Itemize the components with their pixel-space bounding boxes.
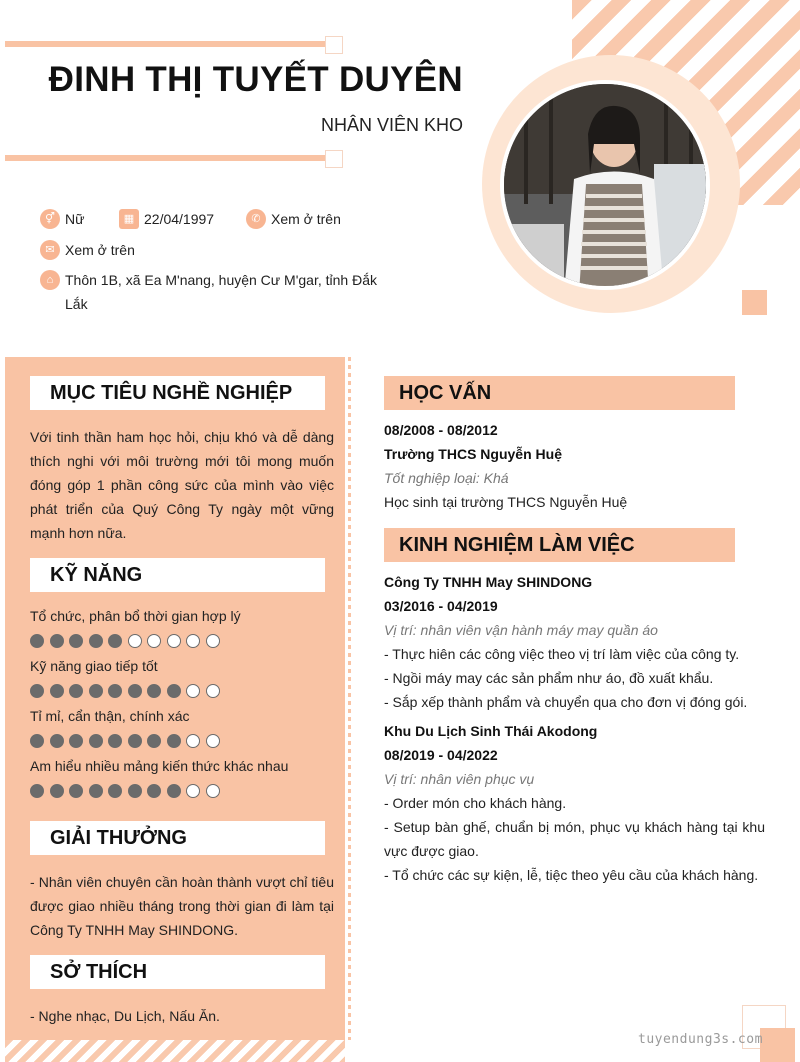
- experience-heading: KINH NGHIỆM LÀM VIỆC: [384, 528, 735, 562]
- gender-icon: ⚥: [40, 209, 60, 229]
- gender-value: Nữ: [65, 211, 85, 227]
- rating-dot-filled: [89, 784, 103, 798]
- education-heading: HỌC VẤN: [384, 376, 735, 410]
- job-1-position: Vị trí: nhân viên vận hành máy may quần áo: [384, 622, 658, 638]
- job-1-company: Công Ty TNHH May SHINDONG: [384, 574, 593, 590]
- rating-dot-filled: [147, 684, 161, 698]
- skill-rating: [30, 734, 225, 748]
- rating-dot-empty: [186, 634, 200, 648]
- job-1-duty: - Ngồi máy may các sản phẩm như áo, đồ xuất khẩu.: [384, 670, 714, 686]
- header-line-bottom: [5, 155, 325, 161]
- rating-dot-filled: [167, 684, 181, 698]
- rating-dot-empty: [206, 634, 220, 648]
- rating-dot-filled: [89, 634, 103, 648]
- skills-heading: KỸ NĂNG: [30, 558, 325, 592]
- rating-dot-filled: [50, 784, 64, 798]
- calendar-icon: ▦: [119, 209, 139, 229]
- rating-dot-filled: [30, 684, 44, 698]
- rating-dot-filled: [147, 734, 161, 748]
- decorative-square: [742, 290, 767, 315]
- corner-filled-box: [760, 1028, 795, 1062]
- profile-photo-illustration: [504, 84, 710, 290]
- rating-dot-empty: [206, 684, 220, 698]
- job-2-duty: - Setup bàn ghế, chuẩn bị món, phục vụ khách hàng tại khu vực được giao.: [384, 819, 765, 859]
- phone-value: Xem ở trên: [271, 211, 341, 227]
- objective-heading: MỤC TIÊU NGHỀ NGHIỆP: [30, 376, 325, 410]
- hobbies-heading: SỞ THÍCH: [30, 955, 325, 989]
- objective-text: Với tinh thần ham học hỏi, chịu khó và dễ dàng thích nghi với môi trường mới tôi mong muốn đóng góp 1 phần công sức của mình vào việc phát triển của Quý Công Ty ngày một vững mạnh hơn nữa.: [30, 429, 334, 541]
- rating-dot-empty: [206, 734, 220, 748]
- awards-heading: GIẢI THƯỞNG: [30, 821, 325, 855]
- rating-dot-filled: [89, 734, 103, 748]
- address-value: Thôn 1B, xã Ea M'nang, huyện Cư M'gar, tỉnh Đắk Lắk: [65, 272, 377, 312]
- rating-dot-filled: [128, 784, 142, 798]
- education-period: 08/2008 - 08/2012: [384, 422, 498, 438]
- email-value: Xem ở trên: [65, 242, 135, 258]
- rating-dot-empty: [186, 684, 200, 698]
- rating-dot-filled: [69, 634, 83, 648]
- skill-name: Am hiểu nhiều mảng kiến thức khác nhau: [30, 758, 289, 774]
- awards-text: - Nhân viên chuyên cần hoàn thành vượt chỉ tiêu được giao nhiều tháng trong thời gian đi làm tại Công Ty TNHH May SHINDONG.: [30, 874, 334, 938]
- hobbies-text: - Nghe nhạc, Du Lịch, Nấu Ăn.: [30, 1008, 220, 1024]
- header-line-top: [5, 41, 325, 47]
- job-2-duty: - Tổ chức các sự kiện, lễ, tiệc theo yêu cầu của khách hàng.: [384, 867, 759, 883]
- skill-rating: [30, 684, 225, 698]
- education-description: Học sinh tại trường THCS Nguyễn Huệ: [384, 494, 628, 510]
- rating-dot-filled: [50, 634, 64, 648]
- rating-dot-filled: [128, 734, 142, 748]
- education-grade: Tốt nghiệp loại: Khá: [384, 470, 509, 486]
- bottom-stripes: [5, 1040, 345, 1062]
- rating-dot-empty: [206, 784, 220, 798]
- rating-dot-filled: [69, 734, 83, 748]
- job-2-duty: - Order món cho khách hàng.: [384, 795, 567, 811]
- job-2-position: Vị trí: nhân viên phục vụ: [384, 771, 535, 787]
- skill-rating: [30, 784, 225, 798]
- job-2-company: Khu Du Lịch Sinh Thái Akodong: [384, 723, 598, 739]
- rating-dot-empty: [147, 634, 161, 648]
- rating-dot-filled: [69, 684, 83, 698]
- rating-dot-filled: [108, 734, 122, 748]
- rating-dot-filled: [50, 684, 64, 698]
- rating-dot-filled: [69, 784, 83, 798]
- skill-name: Tỉ mỉ, cẩn thận, chính xác: [30, 708, 190, 724]
- birthday-value: 22/04/1997: [144, 211, 215, 227]
- rating-dot-filled: [89, 684, 103, 698]
- rating-dot-filled: [128, 684, 142, 698]
- rating-dot-filled: [50, 734, 64, 748]
- rating-dot-filled: [30, 734, 44, 748]
- skill-rating: [30, 634, 225, 648]
- skill-name: Kỹ năng giao tiếp tốt: [30, 658, 158, 674]
- watermark: tuyendung3s.com: [638, 1032, 763, 1047]
- profile-photo: [500, 80, 710, 290]
- education-school: Trường THCS Nguyễn Huệ: [384, 446, 562, 462]
- job-1-duty: - Thực hiên các công việc theo vị trí làm việc của công ty.: [384, 646, 740, 662]
- rating-dot-filled: [147, 784, 161, 798]
- rating-dot-empty: [186, 734, 200, 748]
- job-1-duty: - Sắp xếp thành phẩm và chuyển qua cho đơn vị đóng gói.: [384, 694, 748, 710]
- rating-dot-filled: [167, 734, 181, 748]
- rating-dot-filled: [108, 784, 122, 798]
- job-2-period: 08/2019 - 04/2022: [384, 747, 498, 763]
- mail-icon: ✉: [40, 240, 60, 260]
- rating-dot-empty: [186, 784, 200, 798]
- job-title: NHÂN VIÊN KHO: [320, 115, 463, 135]
- job-1-period: 03/2016 - 04/2019: [384, 598, 498, 614]
- skill-name: Tổ chức, phân bổ thời gian hợp lý: [30, 608, 241, 624]
- rating-dot-filled: [167, 784, 181, 798]
- rating-dot-filled: [108, 684, 122, 698]
- phone-icon: ✆: [246, 209, 266, 229]
- rating-dot-filled: [30, 634, 44, 648]
- rating-dot-empty: [167, 634, 181, 648]
- home-icon: ⌂: [40, 270, 60, 290]
- candidate-name: ĐINH THỊ TUYẾT DUYÊN: [48, 60, 463, 99]
- rating-dot-empty: [128, 634, 142, 648]
- rating-dot-filled: [30, 784, 44, 798]
- rating-dot-filled: [108, 634, 122, 648]
